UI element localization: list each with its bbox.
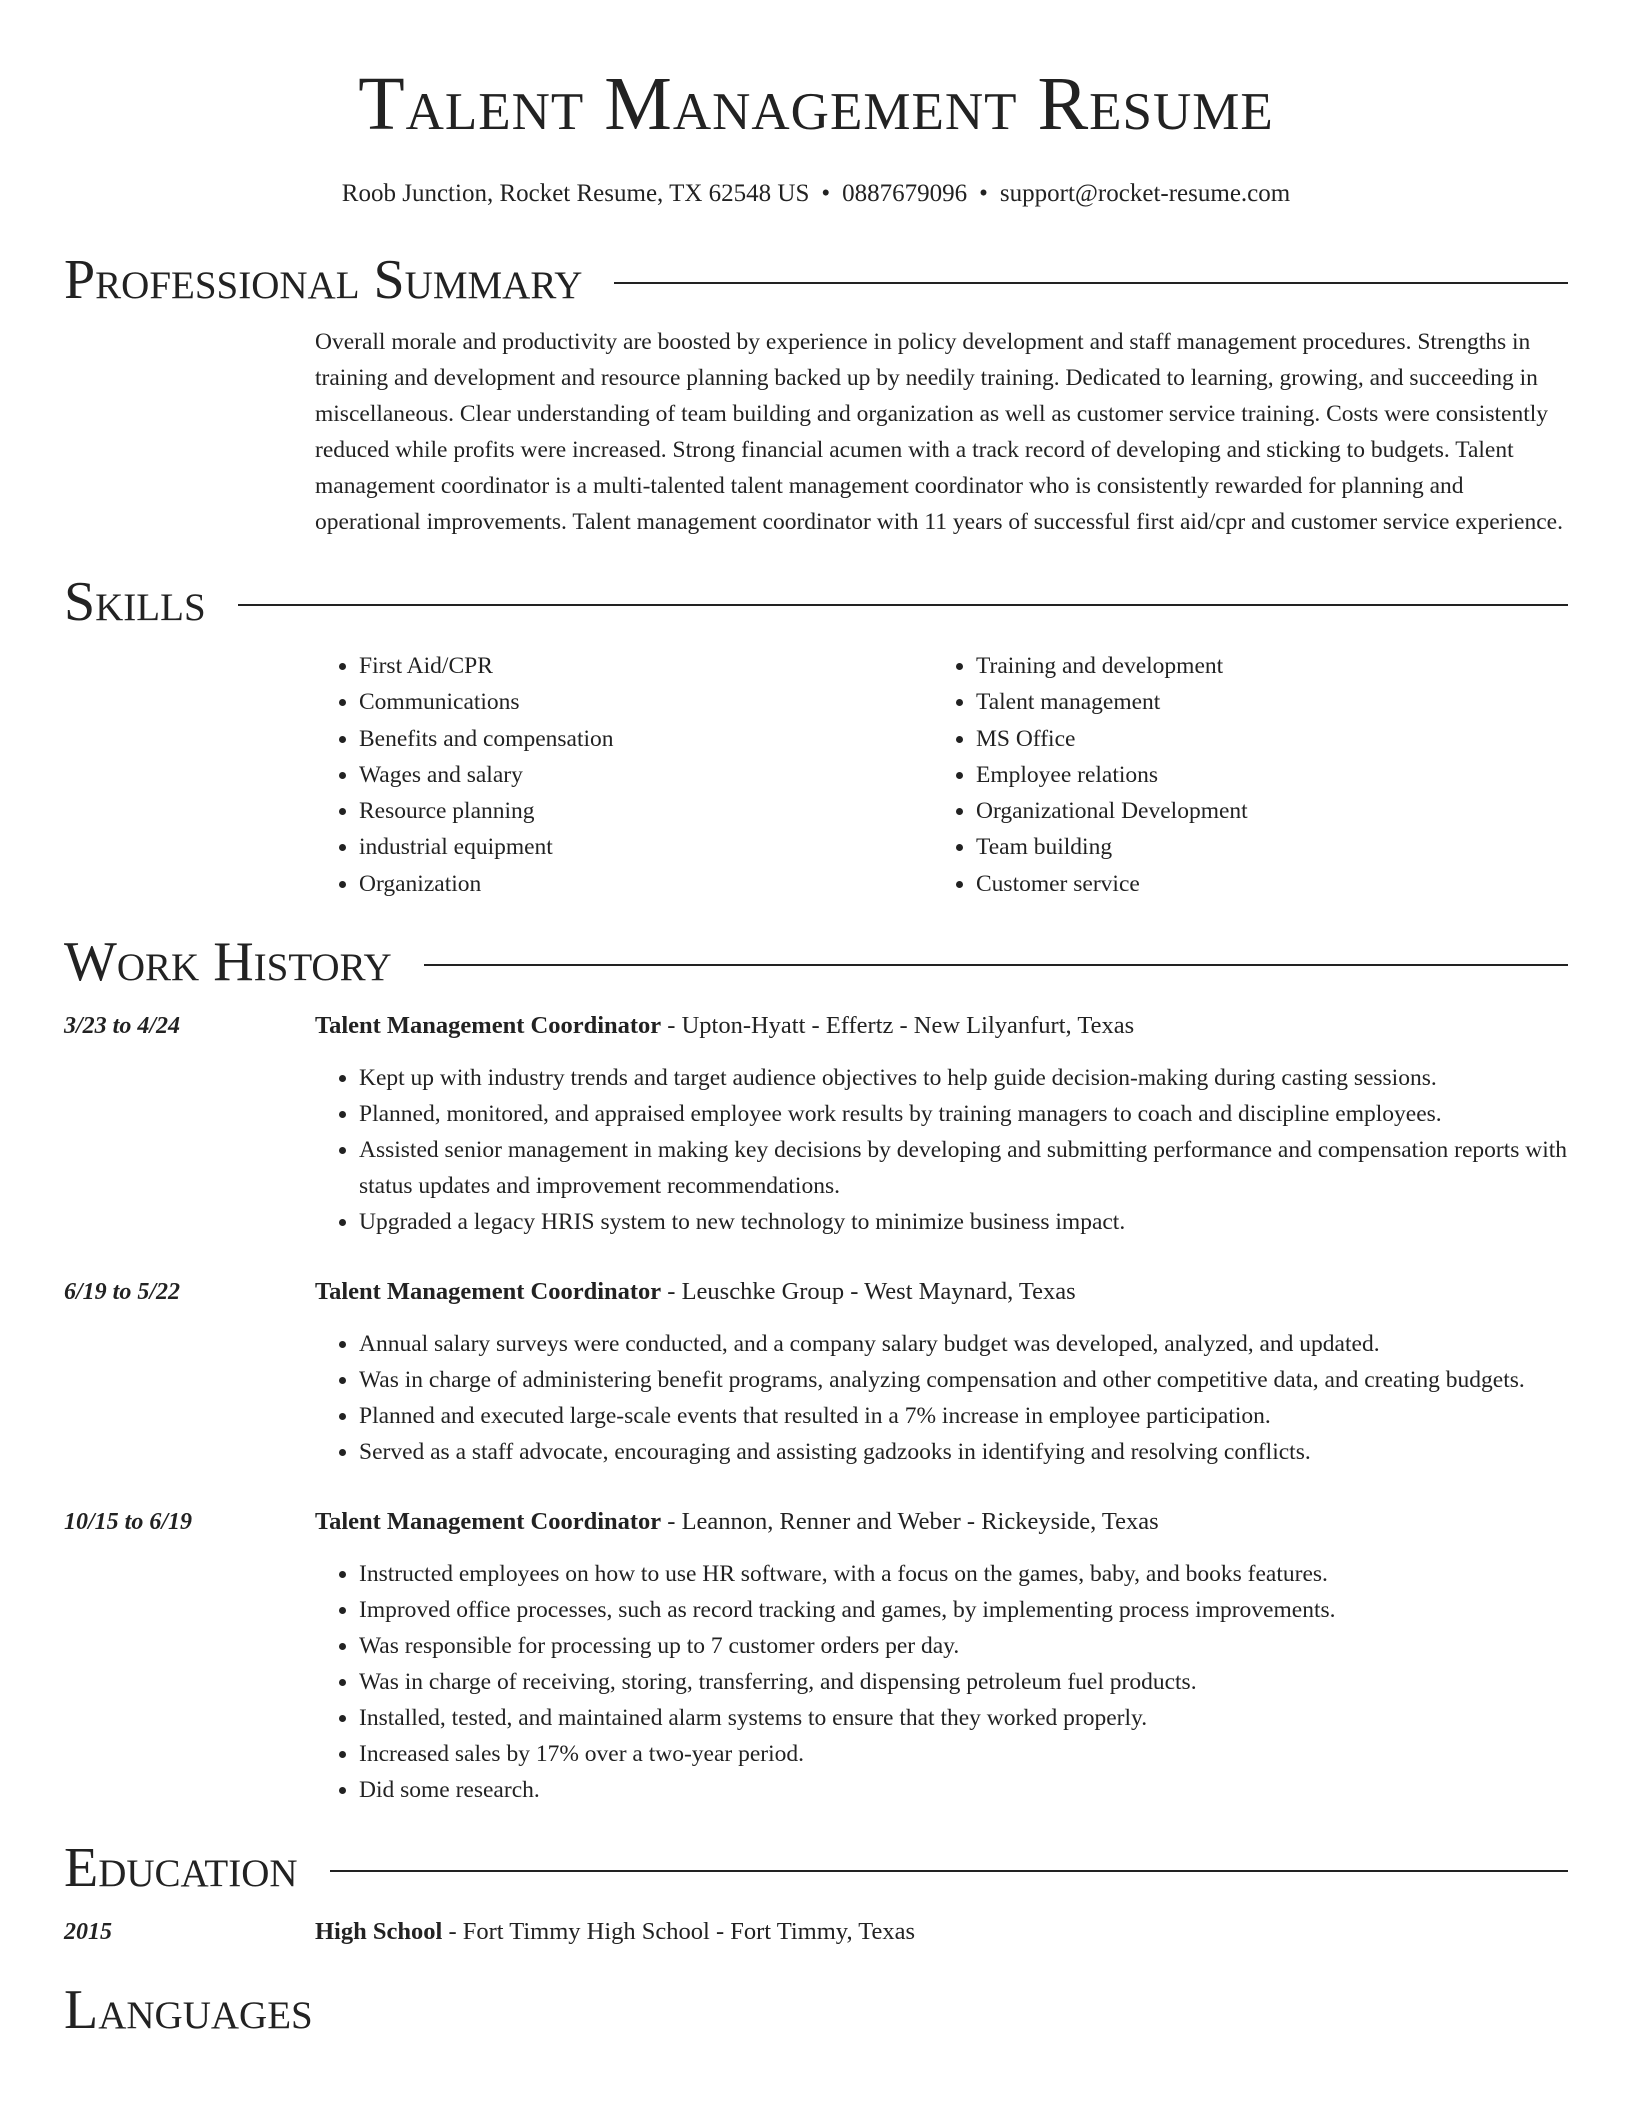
resume-page	[64, 0, 1568, 2042]
education-entry	[64, 1916, 1568, 1948]
job-employer: - Upton-Hyatt - Effertz - New Lilyanfurt, Texas	[661, 1012, 1135, 1040]
education-section-header	[64, 1836, 1568, 1900]
skill-item: • Resource planning	[359, 793, 932, 829]
summary-heading: Professional Summary	[64, 249, 583, 311]
skill-item: • Team building	[976, 829, 1549, 865]
skill-item: • Talent management	[976, 684, 1549, 720]
education-year: 2015	[64, 1919, 112, 1946]
job-dates: 10/15 to 6/19	[64, 1509, 193, 1536]
job-bullet: • Upgraded a legacy HRIS system to new technology to minimize business impact.	[359, 1204, 1568, 1240]
contact-separator: •	[821, 180, 831, 207]
skill-item: • Organization	[359, 866, 932, 902]
skill-item: • industrial equipment	[359, 829, 932, 865]
job-dates: 6/19 to 5/22	[64, 1279, 181, 1306]
job-bullets	[315, 1556, 1568, 1808]
resume-title: Talent Management Resume	[358, 62, 1274, 146]
contact-phone: 0887679096	[842, 180, 968, 207]
job-bullet: • Was in charge of administering benefit programs, analyzing compensation and other competitive data, and creating budgets.	[359, 1362, 1568, 1398]
education-degree: High School	[315, 1918, 443, 1946]
job-bullet: • Instructed employees on how to use HR software, with a focus on the games, baby, and books features.	[359, 1556, 1568, 1592]
education-heading: Education	[64, 1837, 298, 1900]
skills-column-right	[932, 648, 1549, 902]
job-bullets	[315, 1326, 1568, 1470]
job-bullet: • Was responsible for processing up to 7 customer orders per day.	[359, 1628, 1568, 1664]
section-divider	[330, 1870, 1568, 1872]
job-entry	[64, 1010, 1568, 1240]
contact-address: Roob Junction, Rocket Resume, TX 62548 US	[341, 180, 810, 207]
job-details	[315, 1276, 1568, 1470]
skills-list	[315, 648, 1568, 902]
job-bullet: • Planned and executed large-scale events that resulted in a 7% increase in employee participation.	[359, 1398, 1568, 1434]
job-employer: - Leannon, Renner and Weber - Rickeyside, Texas	[661, 1508, 1159, 1536]
skills-column-left	[315, 648, 932, 902]
job-details	[315, 1010, 1568, 1240]
skill-item: • Communications	[359, 684, 932, 720]
job-bullet: • Was in charge of receiving, storing, transferring, and dispensing petroleum fuel products.	[359, 1664, 1568, 1700]
skill-item: • MS Office	[976, 721, 1549, 757]
skill-item: • Wages and salary	[359, 757, 932, 793]
work-section-header	[64, 930, 1568, 994]
skill-item: • Benefits and compensation	[359, 721, 932, 757]
job-header	[315, 1276, 1568, 1308]
job-title: Talent Management Coordinator	[315, 1278, 662, 1306]
section-divider	[238, 604, 1568, 606]
job-title: Talent Management Coordinator	[315, 1508, 662, 1536]
skill-item: • First Aid/CPR	[359, 648, 932, 684]
education-details	[315, 1916, 915, 1948]
job-dates: 3/23 to 4/24	[64, 1013, 181, 1040]
job-bullet: • Increased sales by 17% over a two-year period.	[359, 1736, 1568, 1772]
job-bullet: • Kept up with industry trends and target audience objectives to help guide decision-making during casting sessions.	[359, 1060, 1568, 1096]
contact-separator: •	[979, 180, 988, 207]
job-details	[315, 1506, 1568, 1808]
skills-heading: Skills	[64, 571, 206, 633]
job-entry	[64, 1506, 1568, 1808]
job-employer: - Leuschke Group - West Maynard, Texas	[661, 1278, 1076, 1306]
job-entry	[64, 1276, 1568, 1470]
summary-text: Overall morale and productivity are boosted by experience in policy development and staff management procedures. Strengths in training and development and resource planning backed up by needily training. Dedicated to learning, growing, and succeeding in miscellaneous. Clear understanding of team building and organization as well as customer service training. Costs were consistently reduced while profits were increased. Strong financial acumen with a track record of developing and sticking to budgets. Talent management coordinator is a multi-talented talent management coordinator who is consistently rewarded for planning and operational improvements. Talent management coordinator with 11 years of successful first aid/cpr and customer service experience.	[315, 329, 1563, 535]
job-bullet: • Assisted senior management in making key decisions by developing and submitting performance and compensation reports with status updates and improvement recommendations.	[359, 1132, 1568, 1204]
languages-heading: Languages	[64, 1979, 313, 2042]
summary-section-header	[64, 248, 1568, 312]
job-bullet: • Improved office processes, such as record tracking and games, by implementing process improvements.	[359, 1592, 1568, 1628]
job-header	[315, 1010, 1568, 1042]
skill-item: • Organizational Development	[976, 793, 1549, 829]
job-header	[315, 1506, 1568, 1538]
job-bullet: • Did some research.	[359, 1772, 1568, 1808]
education-school: - Fort Timmy High School - Fort Timmy, Texas	[442, 1918, 916, 1946]
job-bullet: • Annual salary surveys were conducted, and a company salary budget was developed, analyzed, and updated.	[359, 1326, 1568, 1362]
skill-item: • Training and development	[976, 648, 1549, 684]
job-title: Talent Management Coordinator	[315, 1012, 662, 1040]
skill-item: • Customer service	[976, 866, 1549, 902]
contact-email: support@rocket-resume.com	[999, 180, 1291, 207]
section-divider	[424, 964, 1568, 966]
languages-section-header	[64, 1978, 1568, 2042]
job-bullet: • Served as a staff advocate, encouraging and assisting gadzooks in identifying and resolving conflicts.	[359, 1434, 1568, 1470]
skills-section-header	[64, 570, 1568, 634]
skill-item: • Employee relations	[976, 757, 1549, 793]
section-divider	[614, 282, 1568, 284]
work-heading: Work History	[64, 931, 392, 994]
job-bullet: • Planned, monitored, and appraised employee work results by training managers to coach and discipline employees.	[359, 1096, 1568, 1132]
job-bullet: • Installed, tested, and maintained alarm systems to ensure that they worked properly.	[359, 1700, 1568, 1736]
job-bullets	[315, 1060, 1568, 1240]
contact-line	[64, 178, 1568, 210]
